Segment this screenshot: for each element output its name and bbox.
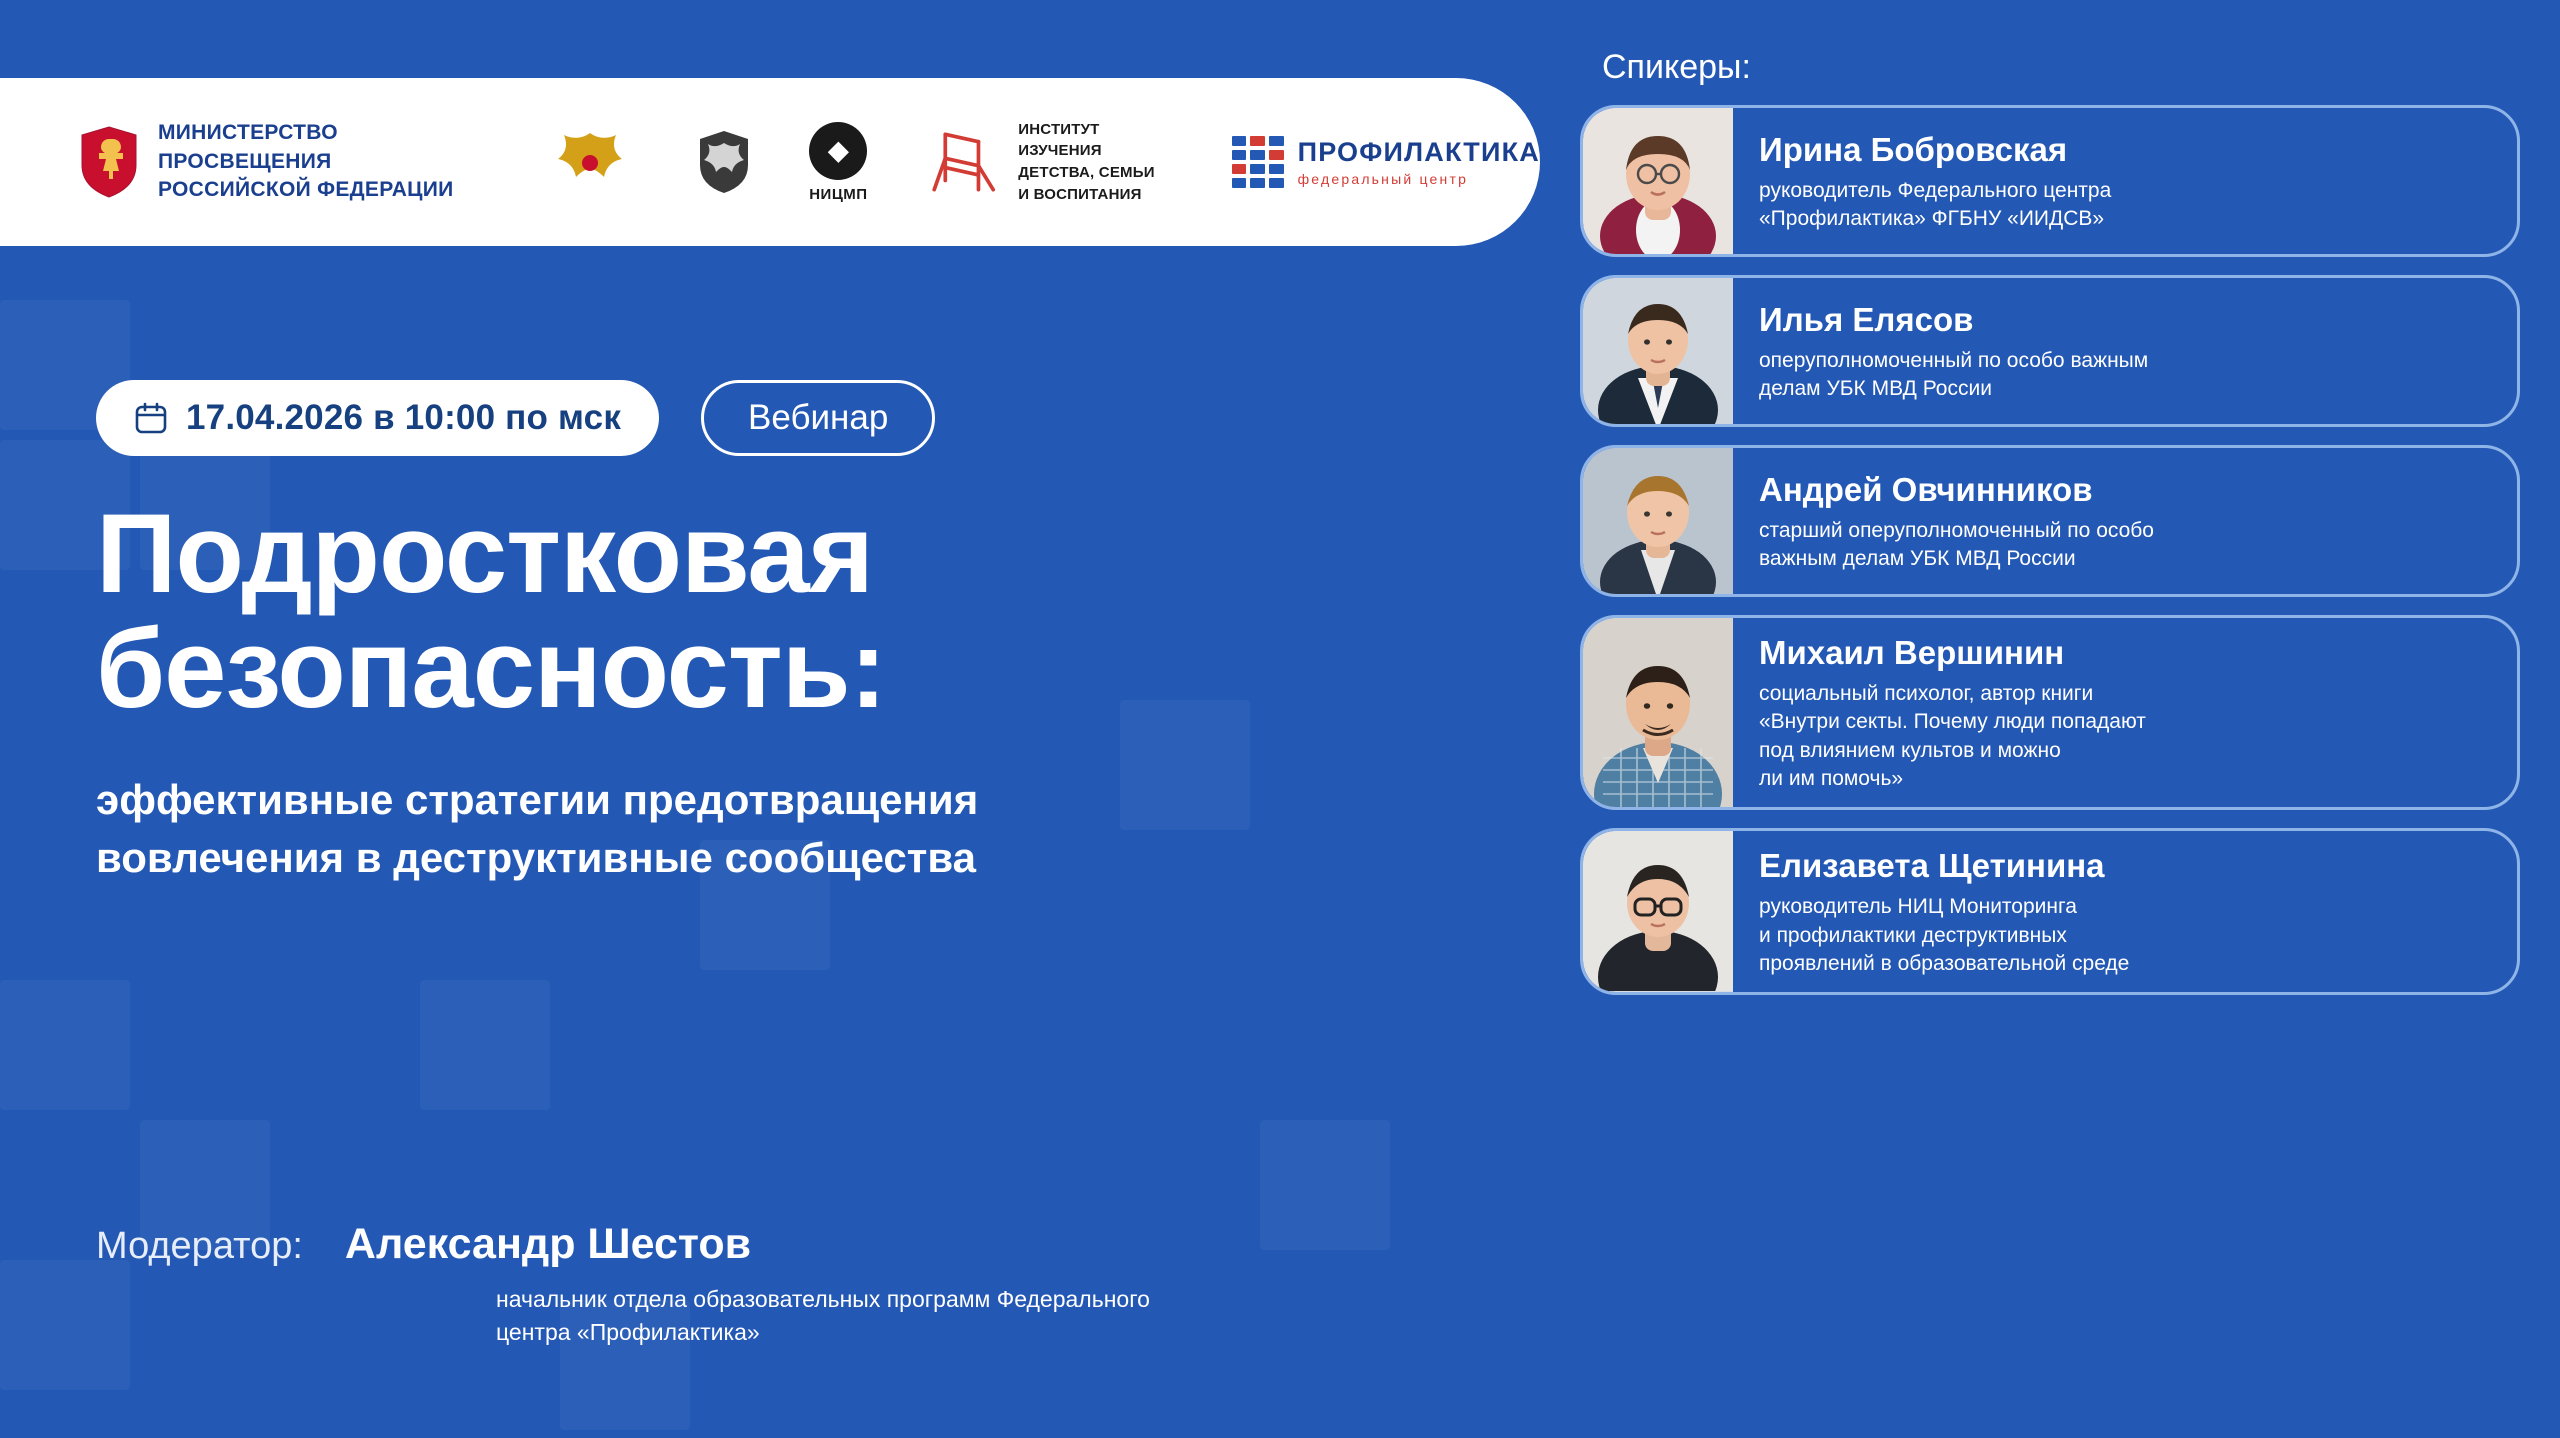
speaker-role xyxy=(1759,347,2148,404)
nicmp-mark: ◆ xyxy=(828,135,849,165)
speaker-name: Илья Елясов xyxy=(1759,300,1974,338)
logo-mvd-emblem xyxy=(542,125,638,199)
speaker-card xyxy=(1580,445,2520,597)
speaker-info xyxy=(1733,831,2151,992)
moderator-description-line-2: центра «Профилактика» xyxy=(496,1319,760,1346)
institute-text xyxy=(1018,119,1174,206)
speaker-role-line: руководитель НИЦ Мониторинга xyxy=(1759,895,2077,919)
speaker-role-line: социальный психолог, автор книги xyxy=(1759,681,2094,705)
avatar-andrey xyxy=(1583,448,1733,594)
speaker-photo xyxy=(1583,618,1733,807)
speaker-info xyxy=(1733,108,2133,254)
russian-coat-of-arms-icon xyxy=(78,125,140,199)
avatar-ilya xyxy=(1583,278,1733,424)
moderator-description xyxy=(496,1283,1496,1350)
speaker-role xyxy=(1759,893,2129,978)
speaker-info xyxy=(1733,278,2170,424)
speaker-photo xyxy=(1583,278,1733,424)
logo-profilaktika xyxy=(1232,136,1540,188)
speaker-photo xyxy=(1583,108,1733,254)
bg-decor-square xyxy=(0,980,130,1110)
title-line-2: безопасность: xyxy=(96,606,886,732)
speaker-card xyxy=(1580,828,2520,995)
logo-nicmp xyxy=(809,122,867,203)
institute-line-3: И ВОСПИТАНИЯ xyxy=(1018,185,1142,203)
speaker-card xyxy=(1580,275,2520,427)
speakers-heading: Спикеры: xyxy=(1602,48,1751,86)
speaker-photo xyxy=(1583,831,1733,992)
moderator-name: Александр Шестов xyxy=(344,1220,752,1268)
speaker-card xyxy=(1580,615,2520,810)
speaker-info xyxy=(1733,618,2168,807)
speaker-name: Ирина Бобровская xyxy=(1759,130,2068,168)
speaker-role-line: оперуполномоченный по особо важным xyxy=(1759,348,2149,372)
speaker-role-line: и профилактики деструктивных xyxy=(1759,923,2067,947)
profilaktika-title: ПРОФИЛАКТИКА xyxy=(1297,137,1540,167)
speaker-role-line: руководитель Федерального центра xyxy=(1759,178,2112,202)
speaker-role-line: под влиянием культов и можно xyxy=(1759,738,2061,762)
speaker-role-line: «Внутри секты. Почему люди попадают xyxy=(1759,710,2146,734)
speaker-role-line: «Профилактика» ФГБНУ «ИИДСВ» xyxy=(1759,206,2105,230)
ministry-line-2: РОССИЙСКОЙ ФЕДЕРАЦИИ xyxy=(158,178,454,202)
logo-rosgvardia-emblem xyxy=(696,127,752,197)
speaker-role-line: проявлений в образовательной среде xyxy=(1759,951,2130,975)
shield-eagle-icon xyxy=(696,127,752,197)
title-line-1: Подростковая xyxy=(96,491,874,616)
profilaktika-text xyxy=(1298,137,1540,187)
moderator-label: Модератор: xyxy=(96,1225,303,1267)
subtitle-line-2: вовлечения в деструктивные сообщества xyxy=(96,833,976,881)
speaker-name: Михаил Вершинин xyxy=(1759,634,2065,671)
subtitle-line-1: эффективные стратегии предотвращения xyxy=(96,775,979,823)
ministry-line-1: МИНИСТЕРСТВО ПРОСВЕЩЕНИЯ xyxy=(158,121,338,173)
avatar-elizaveta xyxy=(1583,831,1733,991)
avatar-mihail xyxy=(1583,618,1733,807)
speakers-panel xyxy=(1580,48,2520,1013)
speaker-role xyxy=(1759,517,2154,574)
profilaktika-mark-icon xyxy=(1232,136,1284,188)
institute-chair-icon xyxy=(925,122,1004,202)
speaker-name: Андрей Овчинников xyxy=(1759,470,2093,508)
mvd-eagle-icon xyxy=(542,125,638,199)
speaker-role xyxy=(1759,680,2146,793)
type-badge xyxy=(701,380,935,456)
speaker-role xyxy=(1759,177,2111,234)
speaker-info xyxy=(1733,448,2176,594)
speaker-role-line: важным делам УБК МВД России xyxy=(1759,546,2076,570)
logo-bar xyxy=(0,78,1540,246)
speaker-card xyxy=(1580,105,2520,257)
profilaktika-subtitle: федеральный центр xyxy=(1297,171,1469,187)
speaker-photo xyxy=(1583,448,1733,594)
page-title xyxy=(96,491,1526,732)
avatar-irina xyxy=(1583,108,1733,254)
moderator-description-line-1: начальник отдела образовательных программ Федерального xyxy=(496,1286,1150,1312)
speaker-role-line: старший оперуполномоченный по особо xyxy=(1759,518,2154,542)
event-info xyxy=(96,380,1526,887)
date-badge-text: 17.04.2026 в 10:00 по мск xyxy=(186,398,622,437)
date-badge xyxy=(96,380,659,456)
speaker-name: Елизавета Щетинина xyxy=(1759,847,2105,885)
moderator-row xyxy=(96,1220,1496,1269)
page-subtitle xyxy=(96,771,1526,887)
calendar-icon xyxy=(134,401,168,435)
institute-line-1: ИНСТИТУТ ИЗУЧЕНИЯ xyxy=(1018,120,1102,160)
nicmp-label: НИЦМП xyxy=(809,185,868,203)
nicmp-badge-icon xyxy=(809,122,867,180)
speaker-role-line: ли им помочь» xyxy=(1759,766,1904,790)
badge-row xyxy=(96,380,1526,456)
logo-institute xyxy=(925,119,1174,206)
bg-decor-square xyxy=(420,980,550,1110)
type-badge-text: Вебинар xyxy=(748,398,889,437)
ministry-text xyxy=(158,119,485,204)
speaker-role-line: делам УБК МВД России xyxy=(1759,376,1992,400)
moderator-block xyxy=(96,1220,1496,1350)
logo-ministry xyxy=(78,119,485,204)
institute-line-2: ДЕТСТВА, СЕМЬИ xyxy=(1018,164,1155,181)
